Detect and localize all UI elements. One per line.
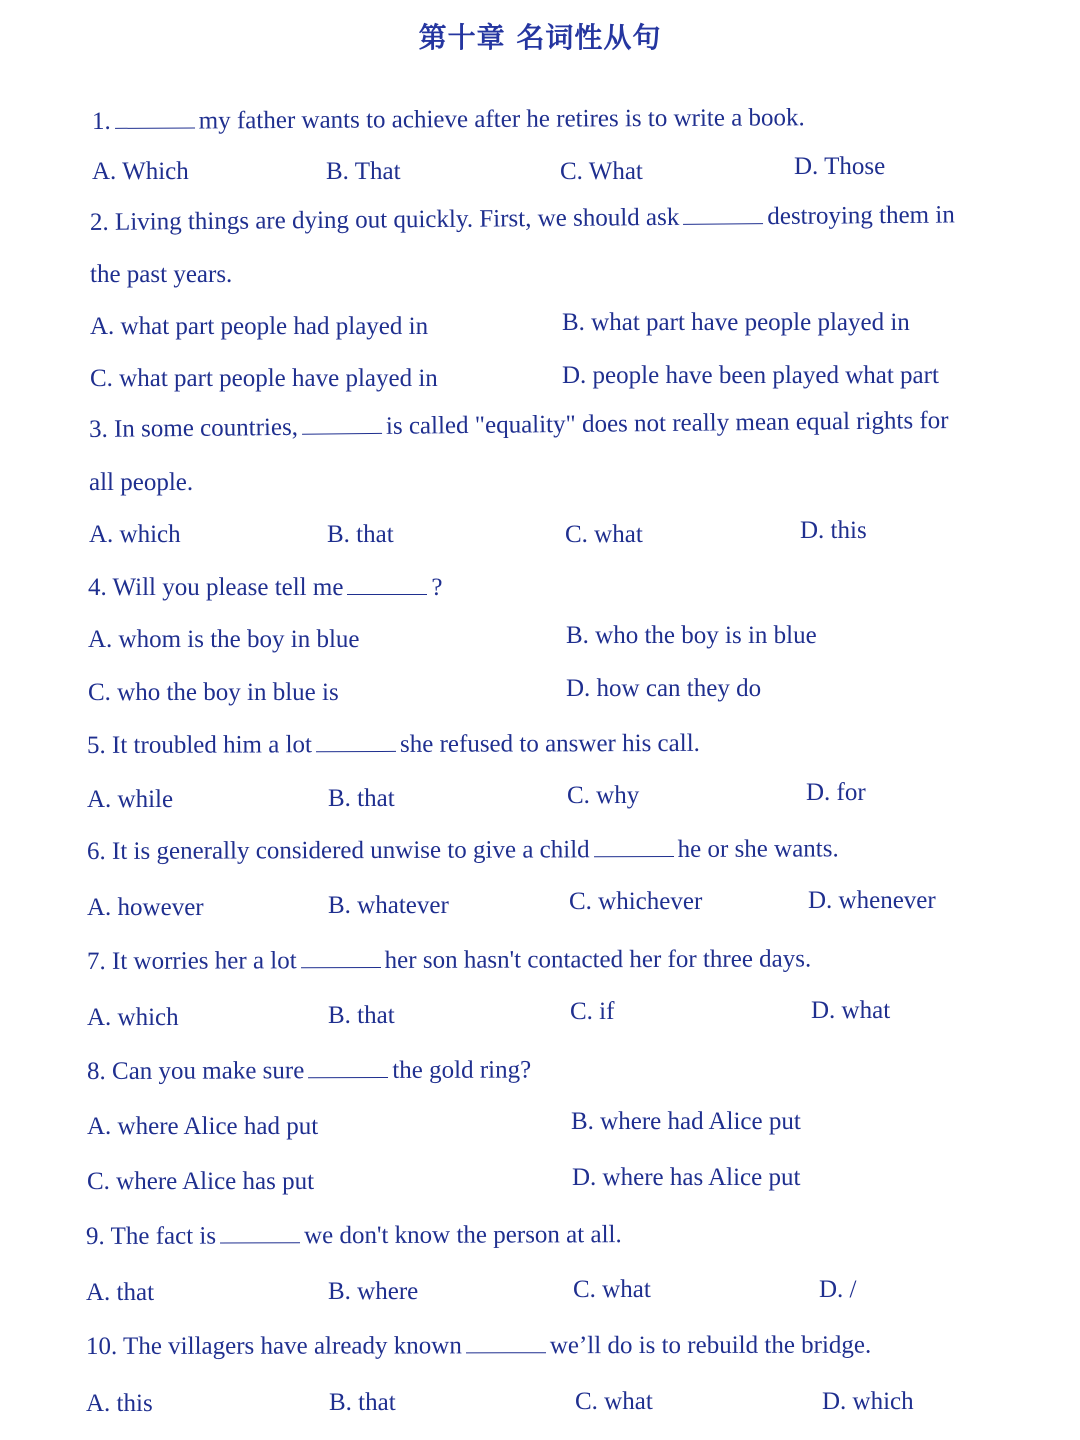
question-2-stem [90, 199, 955, 239]
answer-blank [308, 1055, 388, 1078]
answer-blank [302, 411, 382, 435]
question-3-option-d: D. this [800, 517, 867, 544]
answer-blank [683, 201, 763, 225]
question-stem-text: 8. Can you make sure [86, 1057, 305, 1085]
question-9-option-a: A. that [86, 1279, 155, 1306]
answer-blank [115, 105, 195, 128]
question-10-stem [86, 1330, 871, 1363]
question-stem-text: the gold ring? [392, 1056, 532, 1084]
question-4-option-a: A. whom is the boy in blue [88, 626, 360, 653]
question-6-option-c: C. whichever [569, 888, 703, 915]
answer-blank [347, 572, 427, 595]
question-7-option-b: B. that [328, 1002, 395, 1029]
question-stem-text: her son hasn't contacted her for three days. [384, 945, 812, 974]
question-1-option-a: A. Which [92, 158, 189, 185]
question-stem-text: 9. The fact is [85, 1222, 217, 1250]
question-8-option-a: A. where Alice had put [87, 1113, 319, 1140]
question-3-option-c: C. what [565, 521, 643, 548]
question-5-option-d: D. for [806, 779, 866, 806]
question-1-stem [92, 102, 805, 138]
question-10-option-d: D. which [822, 1388, 914, 1415]
question-1-option-d: D. Those [794, 153, 886, 180]
question-2-option-d: D. people have been played what part [562, 362, 939, 389]
question-stem-text: we’ll do is to rebuild the bridge. [549, 1331, 872, 1360]
question-8-option-b: B. where had Alice put [571, 1108, 801, 1135]
question-4-option-c: C. who the boy in blue is [88, 679, 339, 706]
question-6-option-d: D. whenever [808, 887, 936, 914]
question-stem-text: 1. [91, 107, 111, 135]
answer-blank [301, 945, 381, 968]
question-2-stem-continued: the past years. [90, 261, 233, 288]
answer-blank [220, 1220, 300, 1243]
question-5-option-b: B. that [328, 785, 395, 812]
question-stem-text: 5. It troubled him a lot [86, 731, 313, 759]
question-4-option-b: B. who the boy is in blue [566, 622, 817, 649]
question-stem-text: 6. It is generally considered unwise to give a child [86, 836, 590, 865]
question-8-option-c: C. where Alice has put [87, 1168, 315, 1195]
question-5-option-a: A. while [87, 786, 174, 813]
question-2-option-b: B. what part have people played in [562, 309, 910, 336]
question-9-option-b: B. where [328, 1278, 419, 1305]
question-3-option-a: A. which [89, 521, 181, 548]
question-5-option-c: C. why [567, 782, 640, 809]
question-10-option-a: A. this [86, 1390, 153, 1417]
question-9-option-d: D. / [819, 1276, 857, 1303]
question-stem-text: he or she wants. [677, 835, 839, 863]
question-stem-text: she refused to answer his call. [399, 729, 700, 758]
page-title: 第十章 名词性从句 [418, 21, 662, 54]
question-stem-text: my father wants to achieve after he retires is to write a book. [198, 104, 805, 135]
question-stem-text: we don't know the person at all. [304, 1221, 622, 1250]
question-3-stem-continued: all people. [89, 469, 194, 496]
question-9-option-c: C. what [573, 1276, 651, 1303]
question-3-option-b: B. that [327, 521, 394, 548]
answer-blank [466, 1330, 546, 1353]
question-7-option-d: D. what [811, 997, 891, 1024]
question-stem-text: 10. The villagers have already known [85, 1332, 462, 1360]
question-stem-text: 7. It worries her a lot [86, 947, 297, 975]
question-3-stem [89, 405, 949, 446]
question-stem-text: is called "equality" does not really mean equal rights for [385, 406, 949, 440]
question-9-stem [86, 1219, 622, 1253]
question-10-option-c: C. what [575, 1388, 653, 1415]
question-4-stem [88, 572, 443, 604]
question-1-option-c: C. What [560, 158, 643, 185]
question-10-option-b: B. that [329, 1389, 396, 1416]
question-7-stem [87, 943, 811, 978]
answer-blank [594, 834, 674, 857]
question-stem-text: 4. Will you please tell me [88, 574, 344, 601]
question-2-option-a: A. what part people had played in [90, 313, 429, 340]
question-stem-text: 3. In some countries, [88, 413, 299, 443]
answer-blank [316, 729, 396, 752]
question-8-stem [87, 1054, 531, 1088]
question-6-option-a: A. however [87, 894, 204, 921]
question-7-option-c: C. if [570, 998, 615, 1025]
question-4-option-d: D. how can they do [566, 675, 762, 702]
question-1-option-b: B. That [326, 158, 401, 185]
question-stem-text: ? [431, 574, 443, 601]
question-2-option-c: C. what part people have played in [90, 365, 438, 392]
question-6-option-b: B. whatever [328, 892, 449, 919]
question-5-stem [87, 728, 700, 762]
question-7-option-a: A. which [87, 1004, 179, 1031]
question-8-option-d: D. where has Alice put [572, 1164, 801, 1191]
question-stem-text: 2. Living things are dying out quickly. First, we should ask [89, 203, 680, 236]
question-stem-text: destroying them in [767, 201, 955, 231]
question-6-stem [87, 833, 839, 868]
